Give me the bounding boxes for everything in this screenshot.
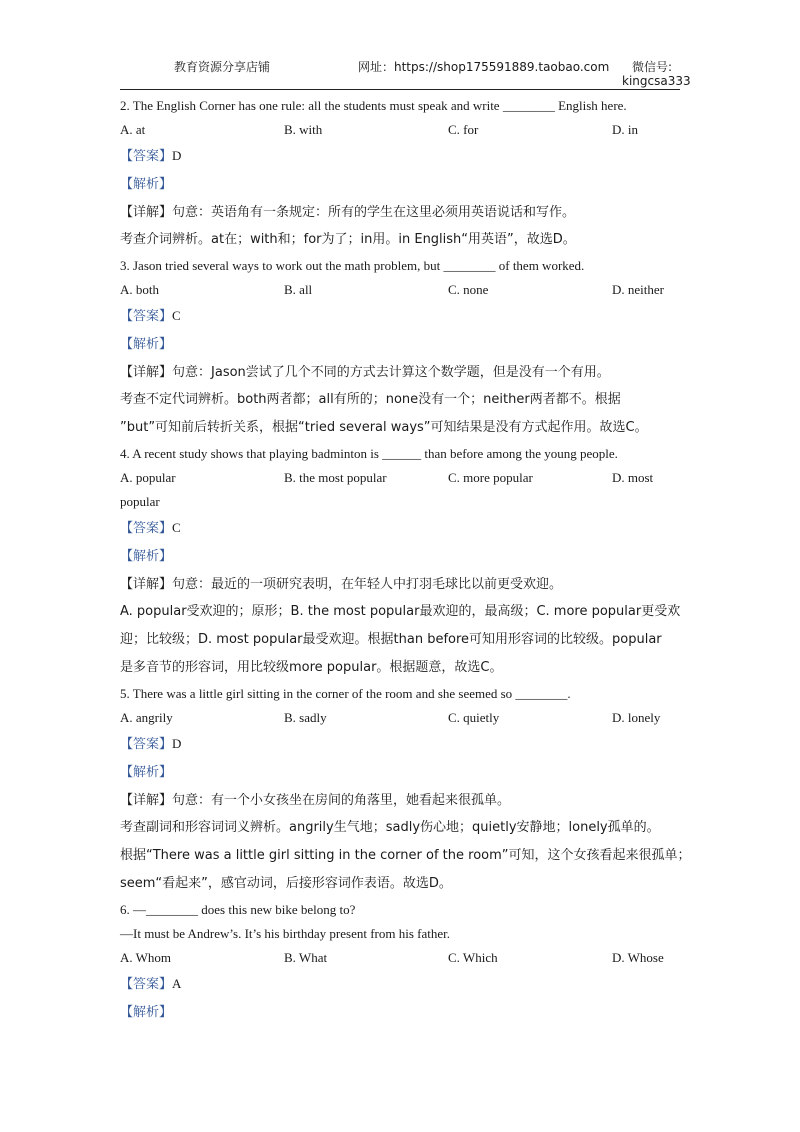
detail-line bbox=[120, 198, 680, 226]
question-stem-reply: —It must be Andrew’s. It’s his birthday present from his father. bbox=[120, 926, 451, 941]
option-a: A. popular bbox=[120, 470, 176, 485]
option-d: D. lonely bbox=[612, 710, 661, 725]
answer-tag: 【答案】 bbox=[120, 737, 173, 752]
question-options bbox=[120, 946, 680, 970]
analysis-line bbox=[120, 758, 680, 786]
option-d: D. most bbox=[612, 470, 654, 485]
analysis-line bbox=[120, 170, 680, 198]
wechat-id: kingcsa333 bbox=[622, 74, 691, 88]
detail-text: 考查不定代词辨析。both两者都；all有所的；none没有一个；neither两者都不。根据 bbox=[120, 392, 621, 407]
question-stem: 6. —________ does this new bike belong to? bbox=[120, 902, 356, 917]
option-c: C. none bbox=[448, 282, 489, 297]
detail-text: 句意：最近的一项研究表明，在年轻人中打羽毛球比以前更受欢迎。 bbox=[172, 577, 563, 592]
question-options bbox=[120, 706, 680, 730]
answer-tag: 【答案】 bbox=[120, 977, 173, 992]
option-d: D. Whose bbox=[612, 950, 664, 965]
detail-tag: 【详解】 bbox=[120, 365, 173, 380]
answer-value: D bbox=[172, 736, 182, 751]
option-a: A. both bbox=[120, 282, 159, 297]
detail-text: 句意：有一个小女孩坐在房间的角落里，她看起来很孤单。 bbox=[172, 793, 511, 808]
option-b: B. with bbox=[284, 122, 323, 137]
option-b: B. sadly bbox=[284, 710, 327, 725]
option-c: C. for bbox=[448, 122, 479, 137]
option-b: B. What bbox=[284, 950, 328, 965]
answer-line bbox=[120, 142, 680, 170]
wechat-label: 微信号: bbox=[632, 60, 673, 74]
detail-text: ”but”可知前后转折关系，根据“tried several ways”可知结果是没有方式起作用。故选C。 bbox=[120, 420, 648, 435]
analysis-line bbox=[120, 542, 680, 570]
answer-line bbox=[120, 970, 680, 998]
question-stem: 2. The English Corner has one rule: all the students must speak and write ________ English here. bbox=[120, 98, 627, 113]
detail-text: 考查介词辨析。at在；with和；for为了；in用。in English“用英语”，故选D。 bbox=[120, 232, 576, 247]
detail-tag: 【详解】 bbox=[120, 205, 173, 220]
shop-url: 网址：https://shop175591889.taobao.com bbox=[358, 60, 610, 74]
detail-text: 考查副词和形容词词义辨析。angrily生气地；sadly伤心地；quietly安静地；lonely孤单的。 bbox=[120, 820, 660, 835]
header-divider bbox=[120, 89, 680, 90]
page-header bbox=[0, 0, 800, 90]
detail-text: seem“看起来”，感官动词，后接形容词作表语。故选D。 bbox=[120, 876, 452, 891]
shop-name: 教育资源分享店铺 bbox=[174, 60, 271, 74]
question-options bbox=[120, 278, 680, 302]
question-options bbox=[120, 466, 680, 490]
detail-line bbox=[120, 358, 680, 386]
analysis-tag: 【解析】 bbox=[120, 177, 173, 192]
option-b: B. the most popular bbox=[284, 470, 387, 485]
option-a: A. at bbox=[120, 122, 146, 137]
analysis-tag: 【解析】 bbox=[120, 765, 173, 780]
answer-value: C bbox=[172, 520, 181, 535]
option-a: A. Whom bbox=[120, 950, 172, 965]
option-d-wrap: popular bbox=[120, 494, 160, 509]
question-stem: 5. There was a little girl sitting in the corner of the room and she seemed so ________. bbox=[120, 686, 571, 701]
detail-line bbox=[120, 570, 680, 598]
analysis-tag: 【解析】 bbox=[120, 337, 173, 352]
detail-tag: 【详解】 bbox=[120, 793, 173, 808]
document-body bbox=[120, 94, 691, 1026]
answer-line bbox=[120, 514, 680, 542]
option-d: D. in bbox=[612, 122, 638, 137]
answer-value: D bbox=[172, 148, 182, 163]
answer-tag: 【答案】 bbox=[120, 149, 173, 164]
option-b: B. all bbox=[284, 282, 313, 297]
option-d: D. neither bbox=[612, 282, 664, 297]
analysis-tag: 【解析】 bbox=[120, 549, 173, 564]
analysis-line bbox=[120, 998, 680, 1026]
detail-tag: 【详解】 bbox=[120, 577, 173, 592]
analysis-line bbox=[120, 330, 680, 358]
answer-line bbox=[120, 302, 680, 330]
detail-text: A. popular受欢迎的；原形；B. the most popular最欢迎的，最高级；C. more popular更受欢 bbox=[120, 604, 681, 619]
answer-line bbox=[120, 730, 680, 758]
question-stem: 4. A recent study shows that playing badminton is ______ than before among the young people. bbox=[120, 446, 618, 461]
question-stem: 3. Jason tried several ways to work out the math problem, but ________ of them worked. bbox=[120, 258, 585, 273]
detail-text: 句意：Jason尝试了几个不同的方式去计算这个数学题，但是没有一个有用。 bbox=[172, 365, 610, 380]
detail-text: 句意：英语角有一条规定：所有的学生在这里必须用英语说话和写作。 bbox=[172, 205, 576, 220]
analysis-tag: 【解析】 bbox=[120, 1005, 173, 1020]
answer-tag: 【答案】 bbox=[120, 309, 173, 324]
detail-line bbox=[120, 786, 680, 814]
answer-value: A bbox=[172, 976, 182, 991]
detail-text: 迎；比较级；D. most popular最受欢迎。根据than before可知用形容词的比较级。popular bbox=[120, 632, 662, 647]
answer-tag: 【答案】 bbox=[120, 521, 173, 536]
option-c: C. Which bbox=[448, 950, 498, 965]
detail-text: 是多音节的形容词，用比较级more popular。根据题意，故选C。 bbox=[120, 660, 503, 675]
question-options bbox=[120, 118, 680, 142]
option-c: C. more popular bbox=[448, 470, 533, 485]
detail-text: 根据“There was a little girl sitting in the corner of the room”可知，这个女孩看起来很孤单； bbox=[120, 848, 691, 863]
answer-value: C bbox=[172, 308, 181, 323]
option-c: C. quietly bbox=[448, 710, 500, 725]
option-a: A. angrily bbox=[120, 710, 173, 725]
